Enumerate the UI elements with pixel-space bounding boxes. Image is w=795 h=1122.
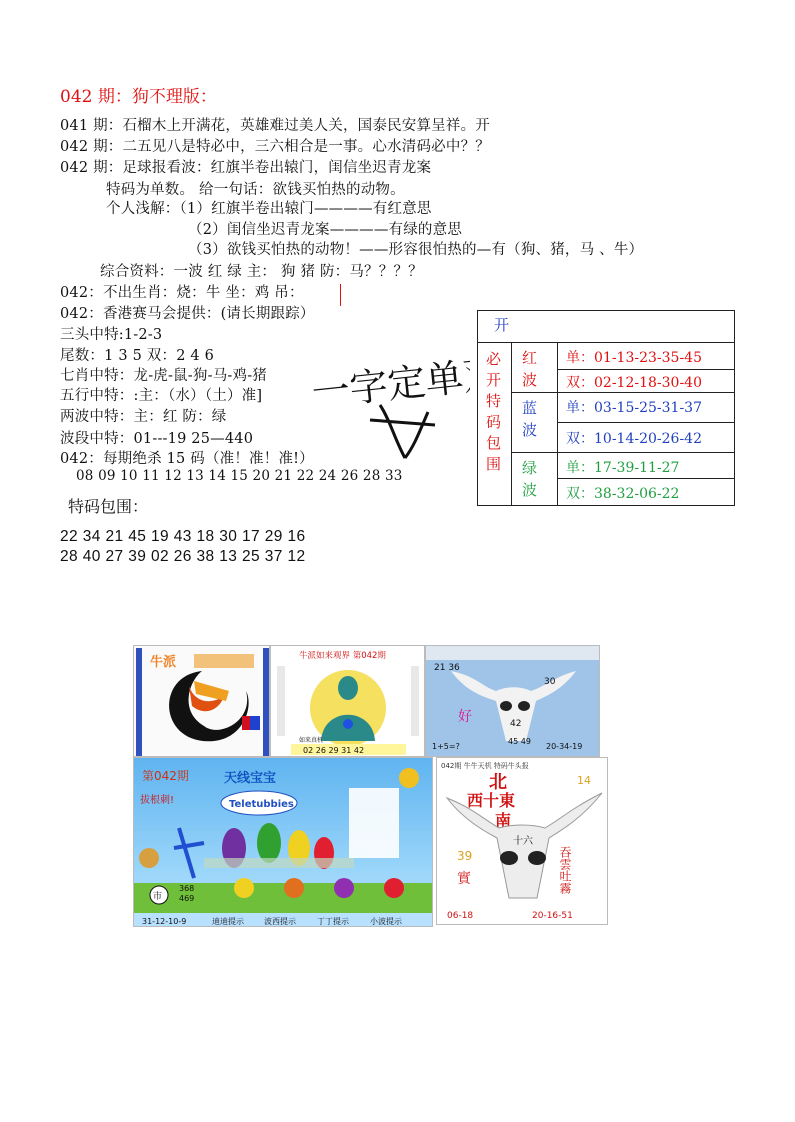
cow-skull-image-1 — [425, 645, 600, 757]
line-wuxing: 五行中特：:主：（水）（土）准] — [60, 388, 263, 404]
img5-north: 北 — [489, 772, 507, 793]
img4-caption-1: 迪迪提示 — [212, 917, 244, 926]
wave-green — [512, 453, 558, 505]
img5-sub: 十六 — [513, 836, 533, 847]
line-buchu: 042：不出生肖：烧：牛 坐：鸡 吊： — [60, 285, 304, 301]
img3-42: 42 — [510, 719, 522, 729]
line-042-a: 042 期：二五见八是特必中，三六相合是一事。心水清码必中？？ — [60, 139, 490, 155]
red-even-row — [558, 370, 734, 393]
img4-title: 天线宝宝 — [224, 771, 277, 786]
table-side-label: 必开特码包围 — [486, 350, 502, 473]
green-even: 双：38-32-06-22 — [566, 486, 680, 502]
wave-blue — [512, 393, 558, 453]
wave-red — [512, 343, 558, 393]
line-boduan: 波段中特：01---19 25—440 — [60, 431, 254, 447]
red-even: 双：02-12-18-30-40 — [566, 375, 702, 391]
line-liangbo: 两波中特：主：红 防：绿 — [60, 409, 227, 425]
blue-even-row — [558, 423, 734, 453]
tema-baowei-table — [477, 310, 735, 506]
line-weishu: 尾数：1 3 5 双：2 4 6 — [60, 348, 215, 364]
line-jie-1: 个人浅解：（1）红旗半卷出辕门————有红意思 — [106, 201, 432, 217]
teletubbies-image — [133, 757, 433, 927]
img4-caption-2: 波西提示 — [264, 917, 296, 926]
img5-bottom-left: 06-18 — [447, 911, 474, 921]
line-tema: 特码为单数。 给一句话：欲钱买怕热的动物。 — [106, 182, 405, 198]
big-word-stroke — [370, 405, 435, 458]
line-042-b: 042 期：足球报看波：红旗半卷出辕门，闺信坐迟青龙案 — [60, 160, 432, 176]
rulai-image — [270, 645, 425, 757]
img4-caption-3: 丁丁提示 — [317, 917, 349, 926]
img3-mid: 30 — [544, 677, 556, 687]
img2-title: 牛派如来观界 第042期 — [299, 651, 386, 661]
img4-zhuo: 拔根刺! — [140, 795, 175, 806]
blue-odd: 单：03-15-25-31-37 — [566, 400, 702, 416]
line-santou: 三头中特:1-2-3 — [60, 327, 163, 343]
img5-line: 西十東 — [467, 791, 516, 810]
img5-head: 042期 牛牛天机 特码牛头报 — [441, 762, 529, 770]
line-saima: 042：香港赛马会提供：(请长期跟踪） — [60, 306, 315, 322]
baowei-label: 特码包围： — [68, 499, 149, 516]
line-juesha-numbers: 08 09 10 11 12 13 14 15 20 21 22 24 26 28 33 — [76, 468, 403, 484]
img2-sub: 如来真机 — [299, 737, 324, 744]
green-odd-row — [558, 453, 734, 479]
img1-title: 牛派 — [150, 655, 177, 670]
line-juesha: 042：每期绝杀 15 码（准！准！准!） — [60, 451, 314, 467]
line-jie-2: （2）闺信坐迟青龙案————有绿的意思 — [188, 222, 463, 238]
baowei-row-2: 28 40 27 39 02 26 38 13 25 37 12 — [60, 548, 306, 565]
table-header-label: 开 — [494, 316, 510, 334]
blue-odd-row — [558, 393, 734, 423]
img5-south: 南 — [495, 811, 512, 830]
img5-top-right: 14 — [577, 774, 591, 787]
img2-numbers: 02 26 29 31 42 — [303, 746, 365, 755]
big-word-graphic — [310, 350, 470, 465]
line-jie-3: （3）欲钱买怕热的动物！——形容很怕热的—有（狗、猪，马 、牛） — [188, 242, 644, 258]
img4-n2: 469 — [179, 894, 195, 903]
img4-n1: 368 — [179, 884, 195, 893]
img3-left: 1+5=? — [432, 742, 460, 751]
red-divider — [340, 284, 341, 306]
line-zonghe: 综合资料：一波 红 绿 主： 狗 猪 防：马？？？？ — [100, 264, 423, 280]
img3-foot: 20-34-19 — [546, 742, 583, 751]
img5-left: 39 — [457, 849, 473, 863]
img4-top: 第042期 — [142, 769, 189, 783]
img4-caption-4: 小波提示 — [370, 917, 402, 926]
baowei-row-1: 22 34 21 45 19 43 18 30 17 29 16 — [60, 528, 306, 545]
table-side — [478, 343, 512, 505]
big-word-text: 一字定单双 — [310, 351, 470, 415]
img5-left2: 實 — [457, 871, 471, 887]
img5-bottom-right: 20-16-51 — [532, 911, 573, 921]
img3-top: 21 36 — [434, 663, 460, 673]
img4-shi: 市 — [153, 892, 163, 902]
wave-green-label: 绿波 — [522, 459, 538, 499]
img4-foot: 31-12-10-9 — [142, 917, 187, 926]
line-qixiao: 七肖中特：龙-虎-鼠-狗-马-鸡-猪 — [60, 368, 267, 384]
img5-right: 吞雲吐霧 — [558, 846, 572, 894]
green-odd: 单：17-39-11-27 — [566, 460, 680, 476]
cow-skull-image-2 — [436, 757, 608, 925]
wave-red-label: 红波 — [522, 349, 538, 389]
red-odd: 单：01-13-23-35-45 — [566, 350, 702, 366]
img3-hao: 好 — [458, 709, 472, 725]
img4-logo: Teletubbies — [229, 799, 294, 810]
blue-even: 双：10-14-20-26-42 — [566, 431, 702, 447]
img3-bottom: 45 49 — [508, 737, 531, 746]
niupai-image — [133, 645, 270, 757]
table-header — [478, 311, 734, 343]
page-title: 042 期：狗不理版： — [60, 87, 217, 107]
line-041: 041 期：石榴木上开满花，英雄难过美人关，国泰民安算呈祥。开 — [60, 118, 490, 134]
green-even-row — [558, 479, 734, 505]
wave-blue-label: 蓝波 — [522, 399, 538, 439]
red-odd-row — [558, 343, 734, 370]
